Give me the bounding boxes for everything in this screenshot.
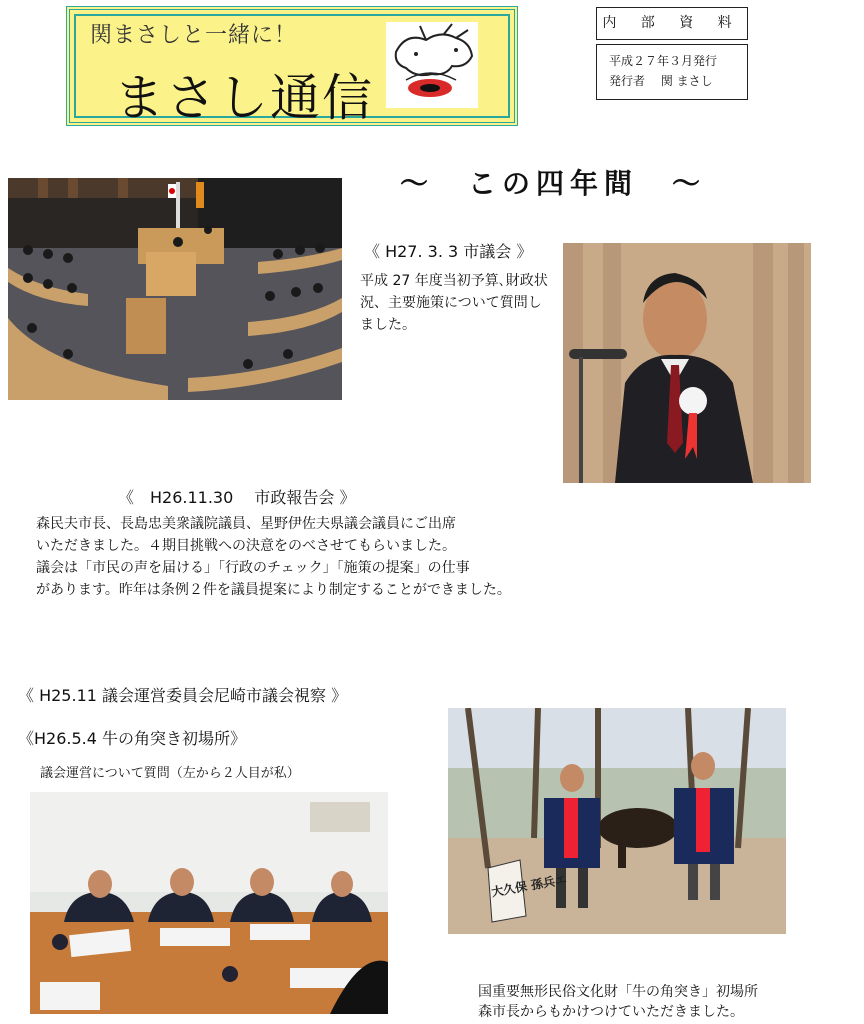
report-section-text xyxy=(36,513,596,601)
publication-info-box xyxy=(596,44,748,100)
bullfight-section-title: 《H26.5.4 牛の角突き初場所》 xyxy=(18,729,247,748)
text-line: 森民夫市長、長島忠美衆議院議員、星野伊佐夫県議会議員にご出席 xyxy=(36,516,456,532)
text-line: があります。昨年は条例２件を議員提案により制定することができました。 xyxy=(36,582,511,598)
visit-photo-caption: 議会運営について質問（左から２人目が私） xyxy=(40,766,300,781)
masthead-tagline: 関まさしと一緒に！ xyxy=(90,23,298,48)
text-line: 平成 27 年度当初予算､財政状 xyxy=(360,273,548,289)
council-chamber-photo xyxy=(8,178,342,400)
page-heading: ～ この四年間 ～ xyxy=(400,167,707,200)
report-section-title: 《 H26.11.30 市政報告会 》 xyxy=(118,488,356,507)
bullfight-photo xyxy=(448,708,786,934)
bull-logo-icon xyxy=(386,22,478,108)
text-line: 況、主要施策について質問し xyxy=(360,295,542,311)
internal-document-label: 内 部 資 料 xyxy=(596,7,748,40)
text-line: 森市長からもかけつけていただきました。 xyxy=(478,1004,744,1020)
masthead-title: まさし通信 xyxy=(114,69,374,127)
text-line: いただきました。４期目挑戦への決意をのべさせてもらいました。 xyxy=(36,538,456,554)
text-line: 議会は「市民の声を届ける」「行政のチェック」「施策の提案」の仕事 xyxy=(36,560,470,576)
sign-text: 大久保 孫兵エ xyxy=(490,872,568,900)
masthead xyxy=(66,6,518,126)
bullfight-caption xyxy=(478,982,758,1022)
publisher: 発行者 関 まさし xyxy=(609,74,713,88)
speaker-photo xyxy=(563,243,811,483)
issued-date: 平成２７年３月発行 xyxy=(609,54,718,68)
council-section-text xyxy=(360,270,560,336)
visit-section-title: 《 H25.11 議会運営委員会尼崎市議会視察 》 xyxy=(18,686,348,705)
council-section-title: 《 H27. 3. 3 市議会 》 xyxy=(364,242,533,261)
meeting-photo xyxy=(30,792,388,1014)
text-line: ました。 xyxy=(360,317,416,333)
text-line: 国重要無形民俗文化財「牛の角突き」初場所 xyxy=(478,984,758,1000)
